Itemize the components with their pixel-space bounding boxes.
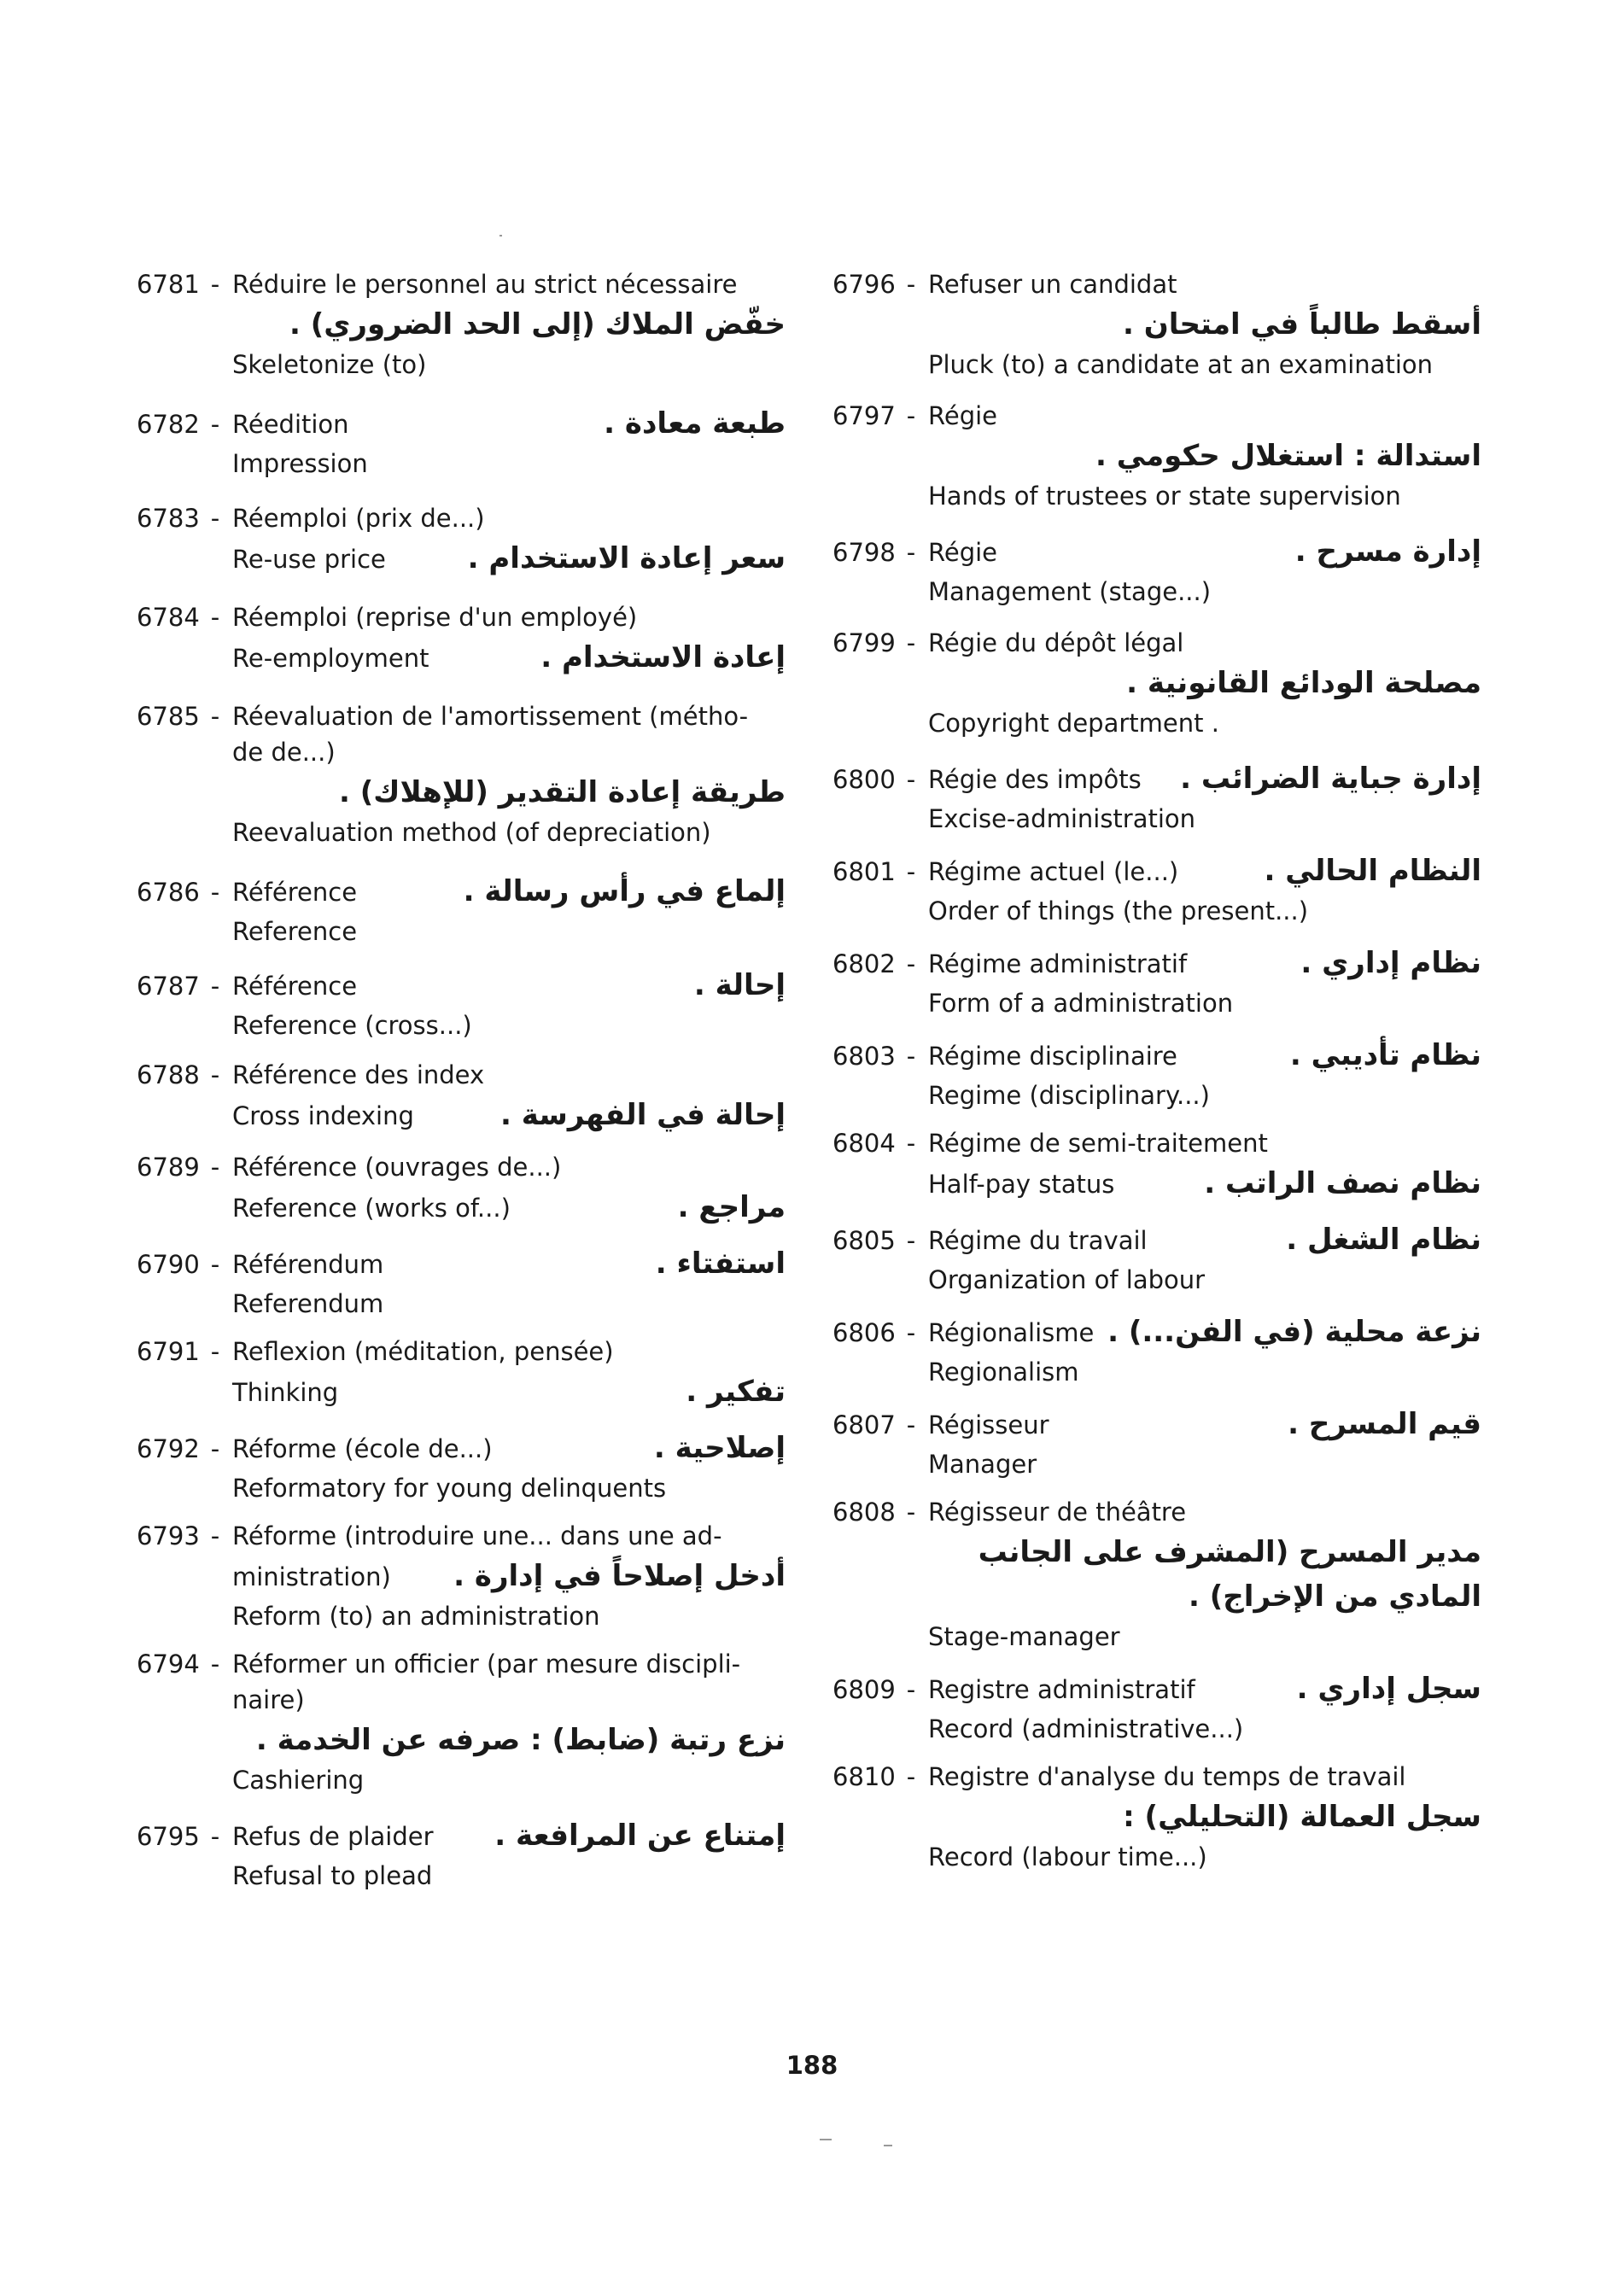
dictionary-entry [137, 599, 786, 680]
arabic-term: سجل إداري . [1296, 1672, 1481, 1706]
entry-dash: - [906, 628, 916, 657]
arabic-term: إحالة . [693, 968, 786, 1002]
entry-number: 6782 [137, 410, 200, 439]
entry-number: 6784 [137, 603, 200, 632]
entry-number: 6790 [137, 1250, 200, 1279]
french-term: Régisseur [928, 1410, 1049, 1439]
entry-dash: - [906, 270, 916, 299]
entry-dash: - [906, 1129, 916, 1158]
entry-dash: - [210, 1521, 220, 1550]
arabic-line [137, 1718, 786, 1762]
entry-dash: - [210, 1649, 220, 1679]
dictionary-entry [832, 1125, 1481, 1206]
french-line [232, 1646, 786, 1682]
dictionary-entry [137, 1334, 786, 1414]
english-term: Copyright department . [928, 709, 1219, 738]
english-arabic-line [137, 1185, 786, 1229]
arabic-term: نظام تأديبي . [1289, 1038, 1481, 1072]
french-arabic-line [928, 529, 1481, 574]
entry-number: 6792 [137, 1434, 200, 1463]
dictionary-entry [137, 1813, 786, 1894]
french-term: Registre d'analyse du temps de travail [928, 1762, 1406, 1791]
french-term: Refus de plaider [232, 1822, 434, 1851]
french-term: Régime actuel (le...) [928, 857, 1179, 886]
english-line [137, 446, 786, 482]
french-term: Reflexion (méditation, pensée) [232, 1337, 614, 1366]
english-term: Management (stage...) [928, 577, 1212, 606]
entry-head [832, 1667, 1481, 1711]
english-term: Reform (to) an administration [232, 1602, 600, 1631]
english-line [832, 1077, 1481, 1113]
french-arabic-line [232, 1426, 786, 1470]
arabic-line [832, 1795, 1481, 1839]
entry-number: 6798 [832, 538, 896, 567]
english-line [832, 705, 1481, 741]
scan-speck [820, 2139, 832, 2140]
entry-number: 6807 [832, 1410, 896, 1439]
entry-dash: - [906, 538, 916, 567]
dictionary-entry [832, 1759, 1481, 1875]
entry-number: 6783 [137, 504, 200, 533]
arabic-term: استفتاء . [655, 1247, 786, 1281]
entry-head [832, 625, 1481, 661]
english-line [137, 1286, 786, 1322]
dictionary-entry [832, 756, 1481, 837]
entry-dash: - [906, 1675, 916, 1704]
english-arabic-line [137, 536, 786, 581]
french-line [928, 625, 1481, 661]
entry-number: 6804 [832, 1129, 896, 1158]
french-arabic-line [232, 1241, 786, 1286]
entry-head [137, 963, 786, 1007]
french-term: Refuser un candidat [928, 270, 1177, 299]
french-term: Réemploi (prix de...) [232, 504, 485, 533]
english-term: Reference (cross...) [232, 1011, 472, 1040]
french-line [232, 1149, 786, 1185]
french-arabic-line [232, 963, 786, 1007]
scan-speck [884, 2145, 892, 2146]
entry-dash: - [210, 1434, 220, 1463]
french-term: Régime administratif [928, 949, 1188, 978]
french-term: Référence [232, 878, 358, 907]
english-line [832, 478, 1481, 514]
english-term: Excise-administration [928, 804, 1196, 833]
english-line [832, 1839, 1481, 1875]
entry-number: 6787 [137, 972, 200, 1001]
french-term: Référence des index [232, 1060, 485, 1089]
arabic-term: قيم المسرح . [1288, 1407, 1481, 1441]
english-term: Form of a administration [928, 989, 1234, 1018]
entry-head [137, 1646, 786, 1682]
english-line [137, 1858, 786, 1894]
dictionary-entry [832, 625, 1481, 741]
french-term: Réforme (école de...) [232, 1434, 493, 1463]
english-line [832, 1446, 1481, 1482]
right-column [832, 266, 1481, 1875]
scan-speck [499, 235, 502, 236]
french-arabic-line [232, 1813, 786, 1858]
english-term: Manager [928, 1450, 1037, 1479]
entry-head [137, 266, 786, 302]
english-line [832, 801, 1481, 837]
dictionary-entry [832, 398, 1481, 514]
entry-number: 6796 [832, 270, 896, 299]
french-term: Régie des impôts [928, 765, 1142, 794]
french-line [232, 698, 786, 734]
english-line [832, 574, 1481, 610]
arabic-term: إدارة جباية الضرائب . [1180, 762, 1481, 796]
arabic-line [832, 661, 1481, 705]
french-term: Régie [928, 401, 997, 430]
english-term: Reference (works of...) [232, 1194, 511, 1223]
entry-head [137, 698, 786, 734]
french-continuation-line [137, 734, 786, 770]
entry-dash: - [906, 857, 916, 886]
dictionary-entry [832, 1033, 1481, 1113]
english-term: Pluck (to) a candidate at an examination [928, 350, 1434, 379]
french-term-continuation: de de...) [232, 738, 336, 767]
entry-head [832, 1402, 1481, 1446]
arabic-term: سعر إعادة الاستخدام . [467, 541, 786, 575]
entry-head [137, 599, 786, 635]
english-arabic-line [832, 1161, 1481, 1206]
english-arabic-line [137, 1369, 786, 1414]
french-term: Réevaluation de l'amortissement (métho- [232, 702, 749, 731]
entry-dash: - [210, 972, 220, 1001]
arabic-term: نظام الشغل . [1286, 1223, 1481, 1257]
entry-head [137, 869, 786, 914]
entry-dash: - [906, 1498, 916, 1527]
english-term: Regionalism [928, 1358, 1079, 1387]
dictionary-entry [137, 401, 786, 482]
entry-head [832, 1310, 1481, 1354]
entry-head [137, 1813, 786, 1858]
entry-number: 6795 [137, 1822, 200, 1851]
english-term: Cashiering [232, 1766, 365, 1795]
arabic-line [137, 302, 786, 347]
english-term: Record (administrative...) [928, 1714, 1244, 1743]
entry-number: 6786 [137, 878, 200, 907]
dictionary-entry [137, 1646, 786, 1798]
dictionary-entry [832, 529, 1481, 610]
entry-dash: - [210, 702, 220, 731]
arabic-line [832, 1530, 1481, 1619]
entry-head [832, 756, 1481, 801]
entry-number: 6794 [137, 1649, 200, 1679]
arabic-term: طريقة إعادة التقدير (للإهلاك) . [339, 775, 786, 809]
english-term: Refusal to plead [232, 1861, 433, 1890]
french-term: Référence (ouvrages de...) [232, 1153, 562, 1182]
dictionary-entry [832, 266, 1481, 382]
english-line [137, 815, 786, 850]
french-line [232, 1518, 786, 1554]
entry-number: 6806 [832, 1318, 896, 1347]
entry-head [137, 1334, 786, 1369]
french-term: Régime disciplinaire [928, 1042, 1177, 1071]
arabic-term: مراجع . [677, 1190, 786, 1224]
entry-number: 6809 [832, 1675, 896, 1704]
arabic-line [832, 302, 1481, 347]
english-line [832, 347, 1481, 382]
entry-head [832, 1125, 1481, 1161]
entry-dash: - [210, 1060, 220, 1089]
dictionary-entry [137, 266, 786, 382]
entry-dash: - [210, 1250, 220, 1279]
arabic-term: إصلاحية . [653, 1431, 786, 1465]
entry-dash: - [210, 1153, 220, 1182]
french-line [928, 1494, 1481, 1530]
french-term: Réforme (introduire une... dans une ad- [232, 1521, 722, 1550]
dictionary-entry [137, 869, 786, 949]
entry-number: 6801 [832, 857, 896, 886]
english-term: Re-use price [232, 545, 386, 574]
english-line [832, 985, 1481, 1021]
entry-number: 6791 [137, 1337, 200, 1366]
english-arabic-line [137, 635, 786, 680]
english-line [137, 1598, 786, 1634]
french-term: Registre administratif [928, 1675, 1195, 1704]
french-term: Régisseur de théâtre [928, 1498, 1187, 1527]
french-term: Régionalisme [928, 1318, 1095, 1347]
french-line [928, 266, 1481, 302]
french-term: Référence [232, 972, 358, 1001]
arabic-term: خفّض الملاك (إلى الحد الضروري) . [289, 307, 786, 342]
french-term: Réformer un officier (par mesure discipli- [232, 1649, 741, 1679]
english-term: Stage-manager [928, 1622, 1120, 1651]
french-arabic-line [928, 1217, 1481, 1262]
arabic-term: تفكير . [686, 1375, 786, 1409]
english-line [832, 1354, 1481, 1390]
arabic-term: إمتناع عن المرافعة . [494, 1819, 786, 1853]
entry-head [137, 1518, 786, 1554]
arabic-term: مصلحة الودائع القانونية . [1126, 666, 1481, 700]
arabic-line [137, 770, 786, 815]
french-arabic-line [928, 941, 1481, 985]
entry-dash: - [906, 1042, 916, 1071]
entry-dash: - [906, 1410, 916, 1439]
entry-dash: - [210, 603, 220, 632]
entry-head [832, 849, 1481, 893]
french-term-continuation: naire) [232, 1685, 305, 1714]
french-arabic-line [232, 401, 786, 446]
arabic-term: طبعة معادة . [604, 406, 786, 441]
french-line [232, 599, 786, 635]
entry-head [832, 266, 1481, 302]
french-line [232, 1334, 786, 1369]
entry-head [137, 1149, 786, 1185]
entry-head [832, 1494, 1481, 1530]
entry-head [137, 1241, 786, 1286]
entry-head [832, 529, 1481, 574]
french-line [232, 500, 786, 536]
entry-number: 6797 [832, 401, 896, 430]
entry-number: 6781 [137, 270, 200, 299]
entry-dash: - [906, 1226, 916, 1255]
english-term: Referendum [232, 1289, 384, 1318]
entry-head [137, 500, 786, 536]
entry-dash: - [906, 949, 916, 978]
entry-number: 6803 [832, 1042, 896, 1071]
french-term-continuation: ministration) [232, 1562, 391, 1591]
dictionary-entry [137, 1518, 786, 1634]
english-term: Regime (disciplinary...) [928, 1081, 1210, 1110]
english-term: Impression [232, 449, 368, 478]
french-line [928, 1759, 1481, 1795]
arabic-term: نزع رتبة (ضابط) : صرفه عن الخدمة . [255, 1723, 786, 1757]
french-term: Régime du travail [928, 1226, 1148, 1255]
entry-head [832, 941, 1481, 985]
arabic-term: استدالة : استغلال حكومي . [1095, 439, 1481, 473]
french-term: Réemploi (reprise d'un employé) [232, 603, 638, 632]
english-term: Record (labour time...) [928, 1842, 1207, 1871]
entry-head [832, 398, 1481, 434]
entry-head [137, 401, 786, 446]
english-line [137, 1007, 786, 1043]
french-term: Régie [928, 538, 997, 567]
english-arabic-line [137, 1093, 786, 1137]
dictionary-entry [832, 1217, 1481, 1298]
french-arabic-line [928, 1033, 1481, 1077]
dictionary-entry [832, 941, 1481, 1021]
dictionary-entry [137, 1241, 786, 1322]
entry-head [832, 1759, 1481, 1795]
dictionary-entry [832, 1494, 1481, 1655]
arabic-term: إحالة في الفهرسة . [500, 1098, 786, 1132]
english-line [137, 1470, 786, 1506]
arabic-term: إدارة مسرح . [1294, 534, 1481, 569]
arabic-term: نظام إداري . [1300, 946, 1481, 980]
french-line [232, 1057, 786, 1093]
english-term: Re-employment [232, 644, 429, 673]
french-line [232, 266, 786, 302]
french-continuation-arabic-line [137, 1554, 786, 1598]
english-line [832, 1262, 1481, 1298]
entry-dash: - [210, 270, 220, 299]
english-term: Organization of labour [928, 1265, 1206, 1294]
arabic-term: سجل العمالة (التحليلي) : [1123, 1800, 1481, 1834]
french-line [928, 398, 1481, 434]
entry-number: 6805 [832, 1226, 896, 1255]
entry-dash: - [906, 765, 916, 794]
french-continuation-line [137, 1682, 786, 1718]
arabic-term: أسقط طالباً في امتحان . [1123, 307, 1481, 342]
arabic-line [832, 434, 1481, 478]
dictionary-entry [137, 500, 786, 581]
entry-number: 6788 [137, 1060, 200, 1089]
french-term: Régie du dépôt légal [928, 628, 1184, 657]
entry-head [832, 1217, 1481, 1262]
dictionary-entry [832, 849, 1481, 929]
french-arabic-line [232, 869, 786, 914]
arabic-term: إلماع في رأس رسالة . [463, 874, 786, 908]
entry-head [137, 1426, 786, 1470]
dictionary-entry [832, 1310, 1481, 1390]
english-term: Reference [232, 917, 358, 946]
english-term: Hands of trustees or state supervision [928, 482, 1401, 511]
entry-dash: - [210, 1822, 220, 1851]
dictionary-entry [137, 963, 786, 1043]
english-line [832, 1619, 1481, 1655]
french-term: Réduire le personnel au strict nécessaire [232, 270, 738, 299]
english-line [137, 347, 786, 382]
french-term: Régime de semi-traitement [928, 1129, 1268, 1158]
entry-number: 6799 [832, 628, 896, 657]
dictionary-entry [137, 1149, 786, 1229]
entry-dash: - [210, 504, 220, 533]
entry-head [137, 1057, 786, 1093]
english-term: Order of things (the present...) [928, 896, 1309, 925]
english-term: Skeletonize (to) [232, 350, 427, 379]
french-arabic-line [928, 1310, 1481, 1354]
left-column [137, 266, 786, 1894]
entry-number: 6793 [137, 1521, 200, 1550]
entry-dash: - [906, 1318, 916, 1347]
english-line [137, 1762, 786, 1798]
english-term: Reevaluation method (of depreciation) [232, 818, 711, 847]
french-arabic-line [928, 1402, 1481, 1446]
english-line [137, 914, 786, 949]
dictionary-entry [832, 1402, 1481, 1482]
entry-number: 6808 [832, 1498, 896, 1527]
entry-number: 6800 [832, 765, 896, 794]
english-line [832, 893, 1481, 929]
entry-dash: - [210, 1337, 220, 1366]
english-term: Half-pay status [928, 1170, 1115, 1199]
french-line [928, 1125, 1481, 1161]
entry-number: 6785 [137, 702, 200, 731]
dictionary-entry [832, 1667, 1481, 1747]
arabic-term: نظام نصف الراتب . [1204, 1166, 1481, 1200]
english-term: Cross indexing [232, 1101, 414, 1130]
dictionary-entry [137, 1426, 786, 1506]
dictionary-entry [137, 1057, 786, 1137]
english-line [832, 1711, 1481, 1747]
english-term: Thinking [232, 1378, 339, 1407]
french-term: Référendum [232, 1250, 384, 1279]
french-term: Réedition [232, 410, 349, 439]
arabic-term: النظام الحالي . [1264, 854, 1481, 888]
entry-dash: - [210, 878, 220, 907]
entry-dash: - [906, 401, 916, 430]
french-arabic-line [928, 849, 1481, 893]
page-number: 188 [786, 2051, 838, 2080]
entry-dash: - [210, 410, 220, 439]
dictionary-entry [137, 698, 786, 850]
arabic-term: أدخل إصلاحاً في إدارة . [453, 1559, 786, 1593]
arabic-term: نزعة محلية (في الفن...) . [1107, 1315, 1481, 1349]
french-arabic-line [928, 1667, 1481, 1711]
entry-number: 6789 [137, 1153, 200, 1182]
entry-number: 6802 [832, 949, 896, 978]
entry-dash: - [906, 1762, 916, 1791]
arabic-term: مدير المسرح (المشرف على الجانب المادي من الإخراج) . [978, 1535, 1481, 1614]
french-arabic-line [928, 756, 1481, 801]
entry-head [832, 1033, 1481, 1077]
arabic-term: إعادة الاستخدام . [540, 640, 786, 674]
entry-number: 6810 [832, 1762, 896, 1791]
english-term: Reformatory for young delinquents [232, 1474, 667, 1503]
